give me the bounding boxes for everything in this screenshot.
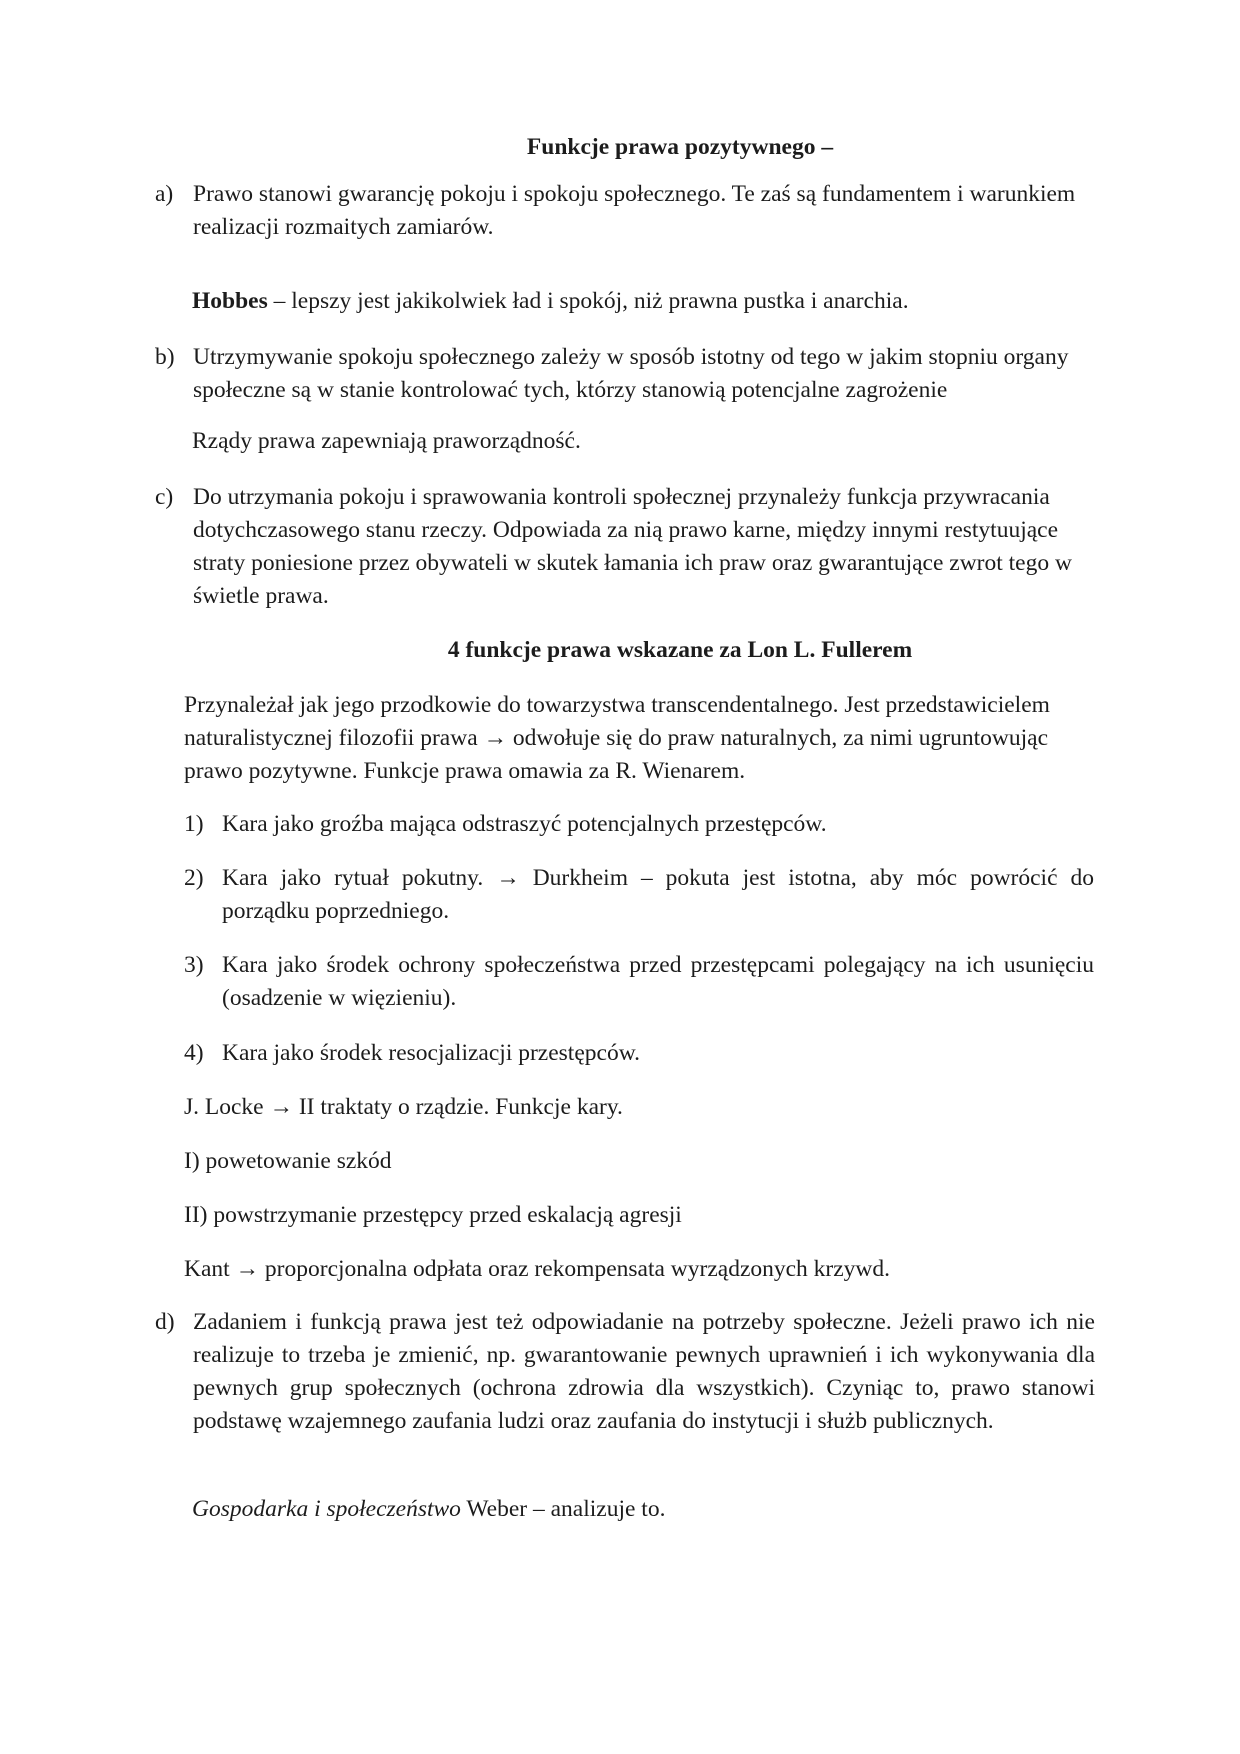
item-text: Prawo stanowi gwarancję pokoju i spokoju społecznego. Te zaś są fundamentem i warunkiem realizacji rozmaitych zamiarów. (193, 181, 1076, 240)
item-text: Utrzymywanie spokoju społecznego zależy w sposób istotny od tego w jakim stopniu organy społeczne są w stanie kontrolować tych, którzy stanowią potencjalne zagrożenie (193, 344, 1069, 403)
hobbes-text: – lepszy jest jakikolwiek ład i spokój, niż prawna pustka i anarchia. (267, 288, 909, 314)
item-marker: c) (155, 484, 174, 510)
item-marker: 1) (184, 811, 204, 837)
item-marker: a) (155, 181, 174, 207)
function-item-1 (184, 808, 1094, 841)
item-text: Kara jako groźba mająca odstraszyć potencjalnych przestępców. (222, 811, 827, 837)
item-marker: d) (155, 1309, 175, 1335)
function-item-2 (184, 862, 1094, 928)
weber-text: Weber – analizuje to. (460, 1496, 666, 1522)
rzady-paragraph: Rządy prawa zapewniają praworządność. (192, 428, 581, 454)
document-title: Funkcje prawa pozytywnego – (526, 134, 834, 160)
item-text: Do utrzymania pokoju i sprawowania kontroli społecznej przynależy funkcja przywracania dotychczasowego stanu rzeczy. Odpowiada za nią prawo karne, między innymi restytuujące straty poniesione przez obywateli w skutek łamania ich praw oraz gwarantujące zwrot tego w świetle prawa. (193, 484, 1072, 609)
function-item-4 (184, 1037, 1094, 1070)
item-marker: 3) (184, 952, 204, 978)
item-text: Kara jako środek ochrony społeczeństwa przed przestępcami polegający na ich usunięciu (osadzenie w więzieniu). (222, 952, 1094, 1011)
weber-book-title: Gospodarka i społeczeństwo (192, 1496, 461, 1522)
item-text: Zadaniem i funkcją prawa jest też odpowiadanie na potrzeby społeczne. Jeżeli prawo ich nie realizuje to trzeba je zmienić, np. gwarantowanie pewnych uprawnień i ich wykonywania dla pewnych grup społecznych (ochrona zdrowia dla wszystkich). Czyniąc to, prawo stanowi podstawę wzajemnego zaufania ludzi oraz zaufania do instytucji i służb publicznych. (193, 1309, 1095, 1434)
function-item-3 (184, 949, 1094, 1015)
list-item-d (155, 1306, 1095, 1438)
item-text: Kara jako środek resocjalizacji przestępców. (222, 1040, 641, 1066)
hobbes-paragraph (192, 285, 1092, 318)
kant-paragraph: Kant → proporcjonalna odpłata oraz rekompensata wyrządzonych krzywd. (184, 1256, 891, 1282)
list-item-a (155, 178, 1095, 244)
item-text: Kara jako rytuał pokutny. → Durkheim – pokuta jest istotna, aby móc powrócić do porządku poprzedniego. (222, 865, 1094, 924)
hobbes-name: Hobbes (192, 288, 268, 314)
item-marker: 2) (184, 865, 204, 891)
weber-paragraph (192, 1493, 1092, 1526)
item-marker: b) (155, 344, 175, 370)
locke-paragraph: J. Locke → II traktaty o rządzie. Funkcje kary. (184, 1094, 623, 1120)
item-marker: 4) (184, 1040, 204, 1066)
roman-item-2: II) powstrzymanie przestępcy przed eskalacją agresji (184, 1202, 682, 1228)
fuller-intro: Przynależał jak jego przodkowie do towarzystwa transcendentalnego. Jest przedstawicielem naturalistycznej filozofii prawa → odwołuje się do praw naturalnych, za nimi ugruntowując prawo pozytywne. Funkcje prawa omawia za R. Wienarem. (184, 692, 1050, 784)
roman-item-1: I) powetowanie szkód (184, 1148, 392, 1174)
fuller-heading: 4 funkcje prawa wskazane za Lon L. Fullerem (447, 637, 913, 663)
list-item-b (155, 341, 1095, 407)
list-item-c (155, 481, 1095, 613)
